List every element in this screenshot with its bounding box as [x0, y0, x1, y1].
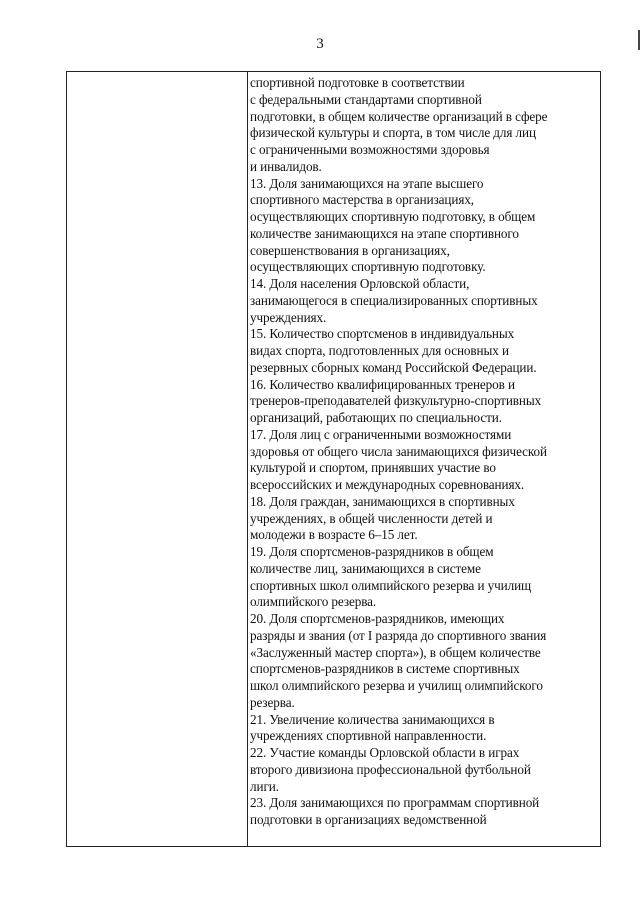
text-line: количестве лиц, занимающихся в системе: [250, 560, 481, 576]
text-line: с федеральными стандартами спортивной: [250, 91, 482, 107]
text-line: лиги.: [250, 778, 279, 794]
text-line: спортивных школ олимпийского резерва и училищ: [250, 577, 532, 593]
text-line: второго дивизиона профессиональной футбольной: [250, 761, 531, 777]
text-line: совершенствования в организациях,: [250, 242, 450, 258]
text-line: 19. Доля спортсменов-разрядников в общем: [250, 544, 494, 559]
text-line: спортивной подготовке в соответствии: [250, 75, 465, 90]
text-line: 17. Доля лиц с ограниченными возможностями: [250, 426, 512, 442]
text-line: резерва.: [250, 694, 295, 710]
text-line: учреждениях.: [250, 309, 327, 325]
indicators-column: [250, 75, 600, 829]
text-line: 16. Количество квалифицированных тренеров и: [250, 376, 515, 392]
text-line: 18. Доля граждан, занимающихся в спортивных: [250, 493, 515, 509]
text-line: занимающегося в специализированных спортивных: [250, 292, 538, 308]
text-line: 23. Доля занимающихся по программам спортивной: [250, 795, 540, 811]
text-line: подготовки, в общем количестве организаций в сфере: [250, 108, 548, 124]
text-line: всероссийских и международных соревнованиях.: [250, 477, 525, 492]
text-line: учреждениях, в общей численности детей и: [250, 510, 493, 526]
text-line: организаций, работающих по специальности.: [250, 410, 502, 425]
text-line: олимпийского резерва.: [250, 594, 377, 610]
text-line: молодежи в возрасте 6–15 лет.: [250, 527, 418, 543]
text-line: физической культуры и спорта, в том числе для лиц: [250, 125, 536, 141]
text-line: количестве занимающихся на этапе спортивного: [250, 225, 519, 241]
text-line: 15. Количество спортсменов в индивидуальных: [250, 326, 515, 342]
page-number: 3: [316, 36, 324, 52]
text-line: 20. Доля спортсменов-разрядников, имеющих: [250, 611, 505, 626]
text-line: 22. Участие команды Орловской области в играх: [250, 745, 520, 760]
text-line: разряды и звания (от I разряда до спортивного звания: [250, 627, 547, 643]
text-line: 14. Доля населения Орловской области,: [250, 276, 470, 291]
text-line: здоровья от общего числа занимающихся физической: [250, 443, 548, 459]
text-line: осуществляющих спортивную подготовку.: [250, 259, 486, 275]
text-line: 13. Доля занимающихся на этапе высшего: [250, 175, 484, 191]
text-line: с ограниченными возможностями здоровья: [250, 142, 490, 157]
column-divider: [247, 72, 248, 846]
document-table: [66, 71, 601, 847]
text-line: спортсменов-разрядников в системе спортивных: [250, 661, 520, 677]
text-line: резервных сборных команд Российской Федерации.: [250, 359, 537, 375]
text-line: «Заслуженный мастер спорта»), в общем количестве: [250, 644, 541, 660]
text-line: школ олимпийского резерва и училищ олимпийского: [250, 678, 543, 693]
text-line: спортивного мастерства в организациях,: [250, 192, 475, 208]
text-line: осуществляющих спортивную подготовку, в общем: [250, 209, 536, 224]
text-line: подготовки в организациях ведомственной: [250, 812, 487, 827]
text-line: учреждениях спортивной направленности.: [250, 728, 487, 744]
text-line: видах спорта, подготовленных для основных и: [250, 343, 509, 358]
text-line: и инвалидов.: [250, 158, 322, 174]
text-line: тренеров-преподавателей физкультурно-спортивных: [250, 393, 542, 409]
text-line: 21. Увеличение количества занимающихся в: [250, 711, 495, 727]
text-line: культурой и спортом, принявших участие во: [250, 460, 496, 476]
